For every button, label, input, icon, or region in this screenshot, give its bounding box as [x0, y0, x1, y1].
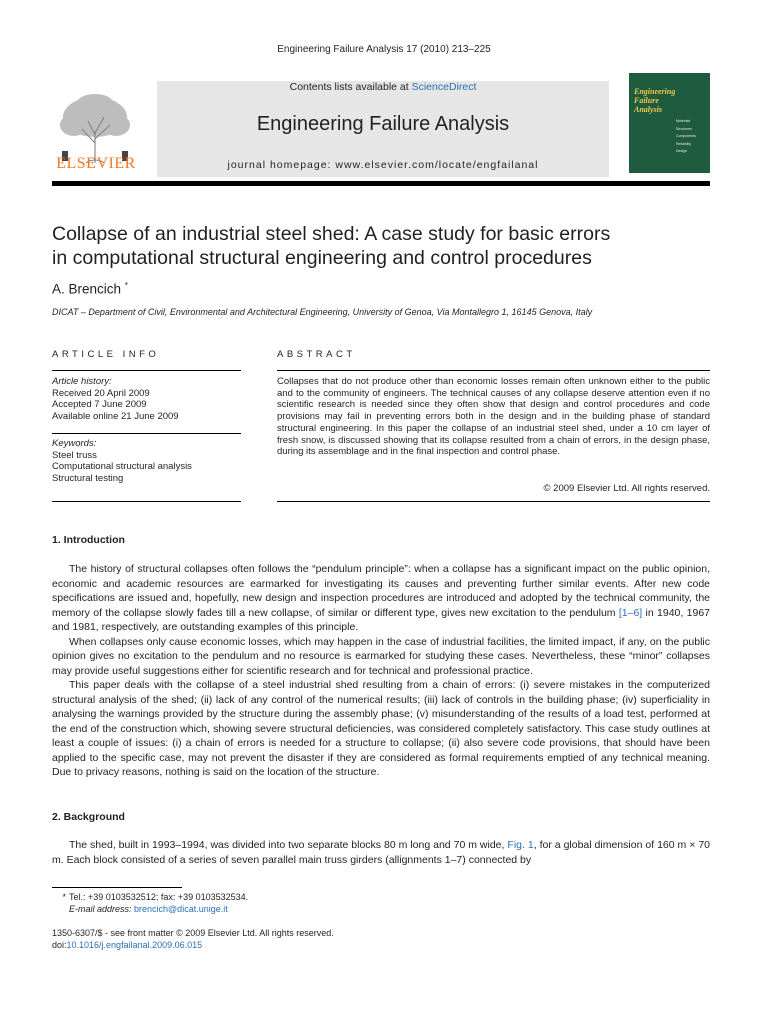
- abstract-text: Collapses that do not produce other than economic losses remain often unknown either to the public and to the community of engineers. The technical causes of any collapse deserve attention even if no scientific research is needed since they often show that design and control procedures and code provisions may fail in preventing errors both in the design and in the building phase of standard structural engineering. In this paper the collapse of an industrial steel shed, under a 10 cm layer of fresh snow, is discussed showing that its collapse resulted from a chain of errors, in the design phase, during its assemblage and in the final inspection and control phase.: [277, 376, 710, 458]
- footnote: [52, 891, 248, 915]
- history-item: Accepted 7 June 2009: [52, 399, 147, 411]
- journal-title: Engineering Failure Analysis: [256, 113, 510, 135]
- section-heading-introduction: 1. Introduction: [52, 534, 125, 546]
- footnote-tel: Tel.: +39 0103532512; fax: +39 0103532534.: [69, 892, 249, 902]
- section-heading-background: 2. Background: [52, 811, 125, 823]
- article-history: [52, 376, 241, 423]
- cover-topic: Materials: [676, 119, 691, 123]
- citation-link[interactable]: [1–6]: [618, 606, 643, 619]
- keywords: [52, 438, 241, 485]
- cover-topic: Design: [676, 149, 687, 153]
- author-name: A. Brencich: [52, 281, 122, 297]
- text-span: The history of structural collapses often follows the “pendulum principle”: when a collapse has a significant impact on the public opinion, economic and academic resources are earmarked for investigating its causes and preventing further similar events. After new code specifications are issued and, hopefully, new design and inspection procedures are introduced and adopted by the technical community, the memory of the collapse slowly fades till a new collapse, of similar or different type, gives new excitation to the pendulum: [52, 563, 710, 619]
- header-rule: [52, 181, 710, 186]
- doi-link[interactable]: 10.1016/j.engfailanal.2009.06.015: [66, 940, 203, 950]
- cover-title-line: Engineering: [634, 87, 676, 96]
- keyword: Structural testing: [52, 473, 124, 485]
- info-bottom-rule: [52, 501, 241, 502]
- text-span: in 1940, 1967 and 1981, respectively, are outstanding examples of this principle.: [52, 606, 710, 633]
- journal-homepage[interactable]: journal homepage: www.elsevier.com/locate/engfailanal: [227, 159, 539, 171]
- abstract-heading: ABSTRACT: [277, 349, 356, 360]
- paragraph: [52, 838, 710, 867]
- keywords-rule: [52, 433, 241, 434]
- cover-topics: [676, 118, 708, 156]
- cover-title-line: Analysis: [634, 105, 663, 114]
- article-info-heading: ARTICLE INFO: [52, 349, 160, 360]
- issn-line: 1350-6307/$ - see front matter © 2009 Elsevier Ltd. All rights reserved.: [52, 928, 334, 938]
- keyword: Computational structural analysis: [52, 461, 192, 473]
- cover-topic: Structures: [676, 126, 692, 131]
- cover-topic: Reliability: [676, 141, 691, 146]
- email-link[interactable]: brencich@dicat.unige.it: [134, 904, 228, 914]
- contents-prefix: Contents lists available at: [289, 81, 412, 93]
- email-label: E-mail address:: [69, 904, 135, 914]
- keywords-label: Keywords:: [52, 438, 97, 449]
- history-item: Received 20 April 2009: [52, 387, 150, 399]
- affiliation: DICAT – Department of Civil, Environmental and Architectural Engineering, University of Genoa, Via Montallegro 1, 16145 Genova, Italy: [52, 307, 593, 317]
- background-body: [52, 838, 710, 867]
- publisher-logo-text: ELSEVIER: [56, 155, 136, 172]
- cover-topic: Components: [676, 134, 696, 138]
- abstract-copyright: © 2009 Elsevier Ltd. All rights reserved.: [543, 483, 710, 494]
- text-span: The shed, built in 1993–1994, was divided into two separate blocks 80 m long and 70 m wide,: [69, 839, 508, 851]
- cover-title: [634, 87, 706, 114]
- footnote-email-line: [52, 903, 248, 915]
- abstract-bottom-rule: [277, 501, 710, 502]
- abstract-rule: [277, 370, 710, 371]
- doi-line: [52, 939, 334, 951]
- contents-line: [157, 81, 609, 93]
- paragraph: This paper deals with the collapse of a steel industrial shed resulting from a chain of errors: (i) severe mistakes in the computerized structural analysis of the shed; (ii) lack of any control of the numerical results; (iii) lack of controls in the building phase; (iv) superficiality in analysing the warnings provided by the structure during the assembly phase; (v) misunderstanding of the results of a load test, performed at the end of the construction which, showing severe structural deficiencies, was considered completely satisfactory. This case study outlines at least a couple of issues: (i) a chain of errors is needed for a structure to collapse; (ii) also severe code provisions, that should have been applied to the specific case, may not prevent the disaster if they are considered as formal requirements emptied of any technical meaning. Due to privacy reasons, nothing is said on the location of the structure.: [52, 679, 710, 778]
- history-item: Available online 21 June 2009: [52, 411, 179, 423]
- article-title-line: Collapse of an industrial steel shed: A case study for basic errors: [52, 223, 611, 245]
- footnote-contact: [52, 891, 248, 903]
- paragraph: [52, 562, 710, 635]
- cover-title-line: Failure: [634, 96, 659, 105]
- history-label: Article history:: [52, 376, 112, 387]
- text-span: , for a global dimension of 160 m × 70 m. Each block consisted of a series of seven parallel main truss girders (allignments 1–7) connected by: [52, 839, 710, 866]
- footnote-rule: [52, 887, 182, 888]
- front-matter: [52, 927, 334, 951]
- paragraph: When collapses only cause economic losses, which may happen in the case of industrial facilities, the limited impact, if any, on the public opinion gives no excitation to the pendulum and no resource is earmarked for studying these cases. Nevertheless, these “minor” collapses may provide useful suggestions either for scientific research and for technical and professional practice.: [52, 635, 710, 677]
- keyword: Steel truss: [52, 449, 97, 461]
- figure-link[interactable]: Fig. 1: [507, 839, 534, 851]
- article-info-rule: [52, 370, 241, 371]
- article-title: [52, 222, 712, 270]
- author-footnote-mark[interactable]: *: [124, 281, 128, 290]
- author: [52, 281, 128, 297]
- introduction-body: [52, 562, 710, 780]
- doi-label: doi:: [52, 940, 67, 950]
- running-head: Engineering Failure Analysis 17 (2010) 213–225: [277, 44, 491, 55]
- footnote-mark: *: [62, 892, 66, 902]
- sciencedirect-link[interactable]: ScienceDirect: [411, 81, 477, 93]
- article-title-line: in computational structural engineering and control procedures: [52, 247, 592, 269]
